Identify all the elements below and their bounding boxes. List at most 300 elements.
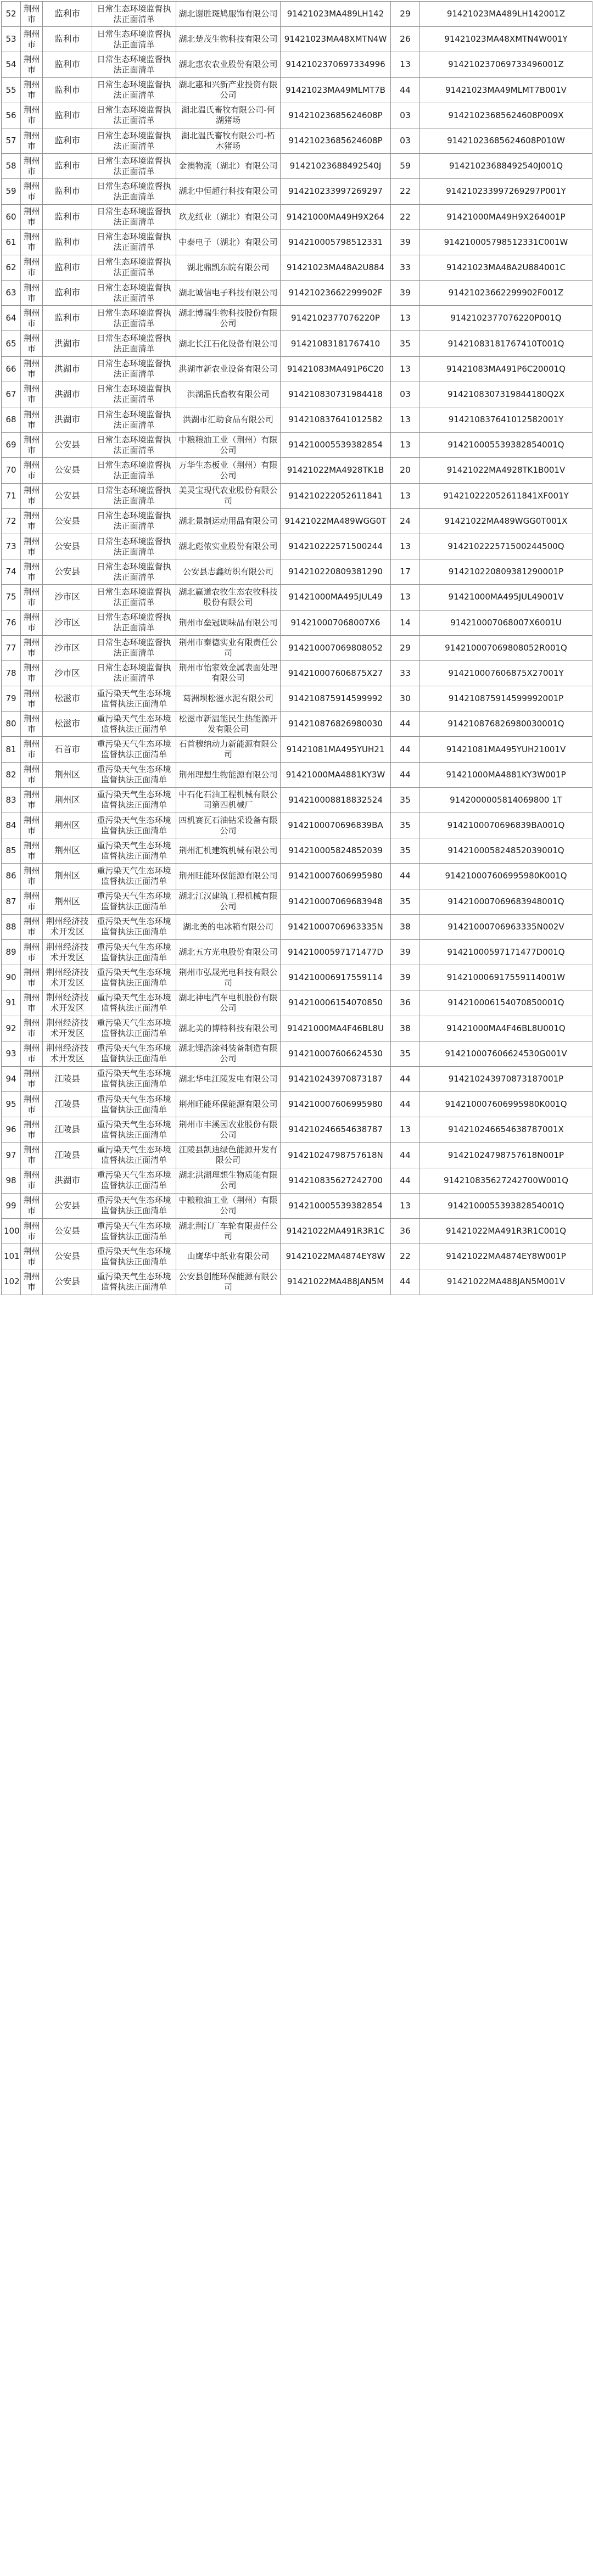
industry-code-cell: 44 bbox=[391, 1092, 420, 1117]
company-name-cell: 湖北楚茂生物科技有限公司 bbox=[176, 27, 281, 52]
table-row bbox=[2, 281, 592, 306]
credit-code-cell: 914210007069683948 bbox=[281, 889, 391, 914]
credit-code-cell: 91421000MA495JUL49 bbox=[281, 585, 391, 610]
district-cell: 沙市区 bbox=[43, 635, 92, 660]
city-cell: 荆州市 bbox=[21, 2, 43, 27]
company-name-cell: 湖北诚信电子科技有限公司 bbox=[176, 281, 281, 306]
credit-code-cell: 914210005539382854 bbox=[281, 433, 391, 458]
industry-code-cell: 20 bbox=[391, 458, 420, 483]
row-index: 72 bbox=[2, 508, 21, 534]
row-index: 74 bbox=[2, 559, 21, 585]
row-index: 98 bbox=[2, 1168, 21, 1193]
industry-code-cell: 13 bbox=[391, 534, 420, 559]
city-cell: 荆州市 bbox=[21, 1193, 43, 1218]
industry-code-cell: 17 bbox=[391, 559, 420, 585]
permit-number-cell: 914210007606995980K001Q bbox=[420, 1092, 592, 1117]
district-cell: 监利市 bbox=[43, 281, 92, 306]
industry-code-cell: 13 bbox=[391, 306, 420, 331]
district-cell: 监利市 bbox=[43, 229, 92, 255]
district-cell: 洪湖市 bbox=[43, 331, 92, 356]
table-row bbox=[2, 179, 592, 204]
company-name-cell: 中粮粮油工业（荆州）有限公司 bbox=[176, 1193, 281, 1218]
company-name-cell: 荆州汇机建筑机械有限公司 bbox=[176, 838, 281, 864]
industry-code-cell: 44 bbox=[391, 1168, 420, 1193]
company-name-cell: 石首穆纳动力新能源有限公司 bbox=[176, 737, 281, 762]
table-row bbox=[2, 77, 592, 103]
district-cell: 监利市 bbox=[43, 128, 92, 153]
table-row bbox=[2, 534, 592, 559]
credit-code-cell: 91421023688492540J bbox=[281, 154, 391, 179]
list-type-cell: 重污染天气生态环境监督执法正面清单 bbox=[92, 1168, 176, 1193]
credit-code-cell: 914210243970873187 bbox=[281, 1066, 391, 1091]
list-type-cell: 重污染天气生态环境监督执法正面清单 bbox=[92, 1066, 176, 1091]
industry-code-cell: 36 bbox=[391, 1219, 420, 1244]
industry-code-cell: 44 bbox=[391, 1269, 420, 1295]
city-cell: 荆州市 bbox=[21, 737, 43, 762]
table-row bbox=[2, 1269, 592, 1295]
permit-number-cell: 91421000MA49H9X264001P bbox=[420, 204, 592, 229]
city-cell: 荆州市 bbox=[21, 864, 43, 889]
row-index: 87 bbox=[2, 889, 21, 914]
credit-code-cell: 91421083181767410 bbox=[281, 331, 391, 356]
row-index: 86 bbox=[2, 864, 21, 889]
company-name-cell: 公安县志鑫纺织有限公司 bbox=[176, 559, 281, 585]
company-name-cell: 湖北鼎凯东皖有限公司 bbox=[176, 255, 281, 280]
permit-number-cell: 914210222052611841XF001Y bbox=[420, 483, 592, 508]
table-row bbox=[2, 965, 592, 990]
list-type-cell: 日常生态环境监督执法正面清单 bbox=[92, 77, 176, 103]
list-type-cell: 重污染天气生态环境监督执法正面清单 bbox=[92, 737, 176, 762]
credit-code-cell: 914210007606995980 bbox=[281, 864, 391, 889]
table-row bbox=[2, 2, 592, 27]
table-row bbox=[2, 103, 592, 128]
table-row bbox=[2, 229, 592, 255]
list-type-cell: 重污染天气生态环境监督执法正面清单 bbox=[92, 787, 176, 813]
city-cell: 荆州市 bbox=[21, 610, 43, 635]
list-type-cell: 重污染天气生态环境监督执法正面清单 bbox=[92, 1219, 176, 1244]
row-index: 95 bbox=[2, 1092, 21, 1117]
company-name-cell: 中粮粮油工业（荆州）有限公司 bbox=[176, 433, 281, 458]
credit-code-cell: 91421023MA49MLMT7B bbox=[281, 77, 391, 103]
district-cell: 石首市 bbox=[43, 737, 92, 762]
city-cell: 荆州市 bbox=[21, 382, 43, 407]
row-index: 94 bbox=[2, 1066, 21, 1091]
row-index: 91 bbox=[2, 990, 21, 1016]
district-cell: 公安县 bbox=[43, 508, 92, 534]
city-cell: 荆州市 bbox=[21, 838, 43, 864]
company-name-cell: 中泰电子（湖北）有限公司 bbox=[176, 229, 281, 255]
table-row bbox=[2, 813, 592, 838]
permit-number-cell: 91421022MA491R3R1C001Q bbox=[420, 1219, 592, 1244]
permit-number-cell: 91421000MA495JUL49001V bbox=[420, 585, 592, 610]
company-name-cell: 湖北洪湖理想生物质能有限公司 bbox=[176, 1168, 281, 1193]
district-cell: 监利市 bbox=[43, 154, 92, 179]
company-name-cell: 中石化石油工程机械有限公司第四机械厂 bbox=[176, 787, 281, 813]
district-cell: 荆州经济技术开发区 bbox=[43, 914, 92, 939]
permit-number-cell: 914210876826980030001Q bbox=[420, 712, 592, 737]
row-index: 82 bbox=[2, 762, 21, 787]
permit-number-cell: 91421083181767410T001Q bbox=[420, 331, 592, 356]
list-type-cell: 重污染天气生态环境监督执法正面清单 bbox=[92, 990, 176, 1016]
table-row bbox=[2, 1041, 592, 1066]
table-row bbox=[2, 356, 592, 382]
city-cell: 荆州市 bbox=[21, 229, 43, 255]
credit-code-cell: 914210008818832524 bbox=[281, 787, 391, 813]
district-cell: 江陵县 bbox=[43, 1066, 92, 1091]
industry-code-cell: 39 bbox=[391, 965, 420, 990]
city-cell: 荆州市 bbox=[21, 77, 43, 103]
permit-number-cell: 91421023685624608P010W bbox=[420, 128, 592, 153]
list-type-cell: 重污染天气生态环境监督执法正面清单 bbox=[92, 1041, 176, 1066]
city-cell: 荆州市 bbox=[21, 585, 43, 610]
industry-code-cell: 44 bbox=[391, 762, 420, 787]
permit-number-cell: 91421023MA489LH142001Z bbox=[420, 2, 592, 27]
district-cell: 监利市 bbox=[43, 179, 92, 204]
list-type-cell: 日常生态环境监督执法正面清单 bbox=[92, 433, 176, 458]
row-index: 90 bbox=[2, 965, 21, 990]
district-cell: 洪湖市 bbox=[43, 382, 92, 407]
table-row bbox=[2, 914, 592, 939]
list-type-cell: 日常生态环境监督执法正面清单 bbox=[92, 382, 176, 407]
row-index: 81 bbox=[2, 737, 21, 762]
row-index: 58 bbox=[2, 154, 21, 179]
row-index: 73 bbox=[2, 534, 21, 559]
credit-code-cell: 91421000597171477D bbox=[281, 939, 391, 965]
permit-number-cell: 91421022MA4928TK1B001V bbox=[420, 458, 592, 483]
permit-number-cell: 914210875914599992001P bbox=[420, 686, 592, 712]
row-index: 67 bbox=[2, 382, 21, 407]
permit-number-cell: 914210246654638787001X bbox=[420, 1117, 592, 1143]
row-index: 52 bbox=[2, 2, 21, 27]
district-cell: 荆州区 bbox=[43, 762, 92, 787]
city-cell: 荆州市 bbox=[21, 128, 43, 153]
district-cell: 洪湖市 bbox=[43, 356, 92, 382]
table-row bbox=[2, 1016, 592, 1041]
permit-number-cell: 91421022MA488JAN5M001V bbox=[420, 1269, 592, 1295]
industry-code-cell: 39 bbox=[391, 229, 420, 255]
district-cell: 公安县 bbox=[43, 458, 92, 483]
company-name-cell: 湖北美的电冰箱有限公司 bbox=[176, 914, 281, 939]
permit-number-cell: 914210237069733496001Z bbox=[420, 52, 592, 77]
industry-code-cell: 22 bbox=[391, 1244, 420, 1269]
credit-code-cell: 914210246654638787 bbox=[281, 1117, 391, 1143]
list-type-cell: 日常生态环境监督执法正面清单 bbox=[92, 610, 176, 635]
city-cell: 荆州市 bbox=[21, 762, 43, 787]
permit-number-cell: 91421023685624608P009X bbox=[420, 103, 592, 128]
city-cell: 荆州市 bbox=[21, 103, 43, 128]
district-cell: 松滋市 bbox=[43, 686, 92, 712]
industry-code-cell: 44 bbox=[391, 1066, 420, 1091]
list-type-cell: 日常生态环境监督执法正面清单 bbox=[92, 356, 176, 382]
list-type-cell: 重污染天气生态环境监督执法正面清单 bbox=[92, 1244, 176, 1269]
district-cell: 公安县 bbox=[43, 1244, 92, 1269]
list-type-cell: 日常生态环境监督执法正面清单 bbox=[92, 508, 176, 534]
positive-list-sheet bbox=[0, 1, 593, 2576]
district-cell: 监利市 bbox=[43, 255, 92, 280]
permit-number-cell: 9142100070696839BA001Q bbox=[420, 813, 592, 838]
permit-number-cell: 91421023MA48A2U884001C bbox=[420, 255, 592, 280]
industry-code-cell: 44 bbox=[391, 1143, 420, 1168]
list-type-cell: 日常生态环境监督执法正面清单 bbox=[92, 306, 176, 331]
company-name-cell: 湖北惠和兴新产业投资有限公司 bbox=[176, 77, 281, 103]
permit-number-cell: 914210222571500244500Q bbox=[420, 534, 592, 559]
table-row bbox=[2, 255, 592, 280]
industry-code-cell: 38 bbox=[391, 914, 420, 939]
company-name-cell: 湖北温氏畜牧有限公司-何湖猪场 bbox=[176, 103, 281, 128]
list-type-cell: 日常生态环境监督执法正面清单 bbox=[92, 660, 176, 686]
table-row bbox=[2, 660, 592, 686]
credit-code-cell: 91421083MA491P6C20 bbox=[281, 356, 391, 382]
row-index: 63 bbox=[2, 281, 21, 306]
credit-code-cell: 91421023MA489LH142 bbox=[281, 2, 391, 27]
list-type-cell: 重污染天气生态环境监督执法正面清单 bbox=[92, 864, 176, 889]
city-cell: 荆州市 bbox=[21, 660, 43, 686]
table-row bbox=[2, 128, 592, 153]
credit-code-cell: 914210005539382854 bbox=[281, 1193, 391, 1218]
credit-code-cell: 9142102370697334996 bbox=[281, 52, 391, 77]
city-cell: 荆州市 bbox=[21, 1219, 43, 1244]
row-index: 69 bbox=[2, 433, 21, 458]
row-index: 80 bbox=[2, 712, 21, 737]
city-cell: 荆州市 bbox=[21, 281, 43, 306]
city-cell: 荆州市 bbox=[21, 559, 43, 585]
district-cell: 江陵县 bbox=[43, 1117, 92, 1143]
city-cell: 荆州市 bbox=[21, 787, 43, 813]
city-cell: 荆州市 bbox=[21, 990, 43, 1016]
credit-code-cell: 91421022MA489WGG0T bbox=[281, 508, 391, 534]
city-cell: 荆州市 bbox=[21, 154, 43, 179]
city-cell: 荆州市 bbox=[21, 635, 43, 660]
table-row bbox=[2, 52, 592, 77]
city-cell: 荆州市 bbox=[21, 306, 43, 331]
industry-code-cell: 22 bbox=[391, 179, 420, 204]
credit-code-cell: 91421022MA4874EY8W bbox=[281, 1244, 391, 1269]
credit-code-cell: 91421023MA48XMTN4W bbox=[281, 27, 391, 52]
row-index: 102 bbox=[2, 1269, 21, 1295]
credit-code-cell: 91421000MA4881KY3W bbox=[281, 762, 391, 787]
credit-code-cell: 914210222571500244 bbox=[281, 534, 391, 559]
permit-number-cell: 914210220809381290001P bbox=[420, 559, 592, 585]
industry-code-cell: 59 bbox=[391, 154, 420, 179]
table-row bbox=[2, 27, 592, 52]
company-name-cell: 湖北惠农农业股份有限公司 bbox=[176, 52, 281, 77]
district-cell: 公安县 bbox=[43, 1269, 92, 1295]
city-cell: 荆州市 bbox=[21, 27, 43, 52]
permit-number-cell: 9142000005814069800 1T bbox=[420, 787, 592, 813]
row-index: 100 bbox=[2, 1219, 21, 1244]
company-name-cell: 湖北中恒超行科技有限公司 bbox=[176, 179, 281, 204]
industry-code-cell: 35 bbox=[391, 787, 420, 813]
credit-code-cell: 914210006154070850 bbox=[281, 990, 391, 1016]
permit-number-cell: 914210007606624530G001V bbox=[420, 1041, 592, 1066]
credit-code-cell: 91421022MA491R3R1C bbox=[281, 1219, 391, 1244]
city-cell: 荆州市 bbox=[21, 1092, 43, 1117]
list-type-cell: 日常生态环境监督执法正面清单 bbox=[92, 179, 176, 204]
permit-number-cell: 914210243970873187001P bbox=[420, 1066, 592, 1091]
credit-code-cell: 914210007606995980 bbox=[281, 1092, 391, 1117]
industry-code-cell: 13 bbox=[391, 52, 420, 77]
table-row bbox=[2, 306, 592, 331]
city-cell: 荆州市 bbox=[21, 1168, 43, 1193]
credit-code-cell: 91421023685624608P bbox=[281, 128, 391, 153]
row-index: 66 bbox=[2, 356, 21, 382]
industry-code-cell: 35 bbox=[391, 1041, 420, 1066]
city-cell: 荆州市 bbox=[21, 914, 43, 939]
city-cell: 荆州市 bbox=[21, 889, 43, 914]
city-cell: 荆州市 bbox=[21, 1016, 43, 1041]
credit-code-cell: 91421000MA4F46BL8U bbox=[281, 1016, 391, 1041]
district-cell: 监利市 bbox=[43, 77, 92, 103]
row-index: 76 bbox=[2, 610, 21, 635]
list-type-cell: 日常生态环境监督执法正面清单 bbox=[92, 204, 176, 229]
table-row bbox=[2, 712, 592, 737]
district-cell: 洪湖市 bbox=[43, 1168, 92, 1193]
table-row bbox=[2, 635, 592, 660]
row-index: 57 bbox=[2, 128, 21, 153]
district-cell: 监利市 bbox=[43, 103, 92, 128]
district-cell: 荆州区 bbox=[43, 864, 92, 889]
district-cell: 荆州区 bbox=[43, 813, 92, 838]
company-name-cell: 湖北温氏畜牧有限公司-柘木猪场 bbox=[176, 128, 281, 153]
company-name-cell: 山鹰华中纸业有限公司 bbox=[176, 1244, 281, 1269]
district-cell: 监利市 bbox=[43, 204, 92, 229]
table-row bbox=[2, 990, 592, 1016]
row-index: 68 bbox=[2, 407, 21, 433]
list-type-cell: 日常生态环境监督执法正面清单 bbox=[92, 255, 176, 280]
company-name-cell: 湖北神电汽车电机股份有限公司 bbox=[176, 990, 281, 1016]
industry-code-cell: 03 bbox=[391, 103, 420, 128]
permit-number-cell: 914210005824852039001Q bbox=[420, 838, 592, 864]
industry-code-cell: 33 bbox=[391, 255, 420, 280]
row-index: 65 bbox=[2, 331, 21, 356]
district-cell: 荆州区 bbox=[43, 889, 92, 914]
industry-code-cell: 03 bbox=[391, 382, 420, 407]
permit-number-cell: 9142108307319844180Q2X bbox=[420, 382, 592, 407]
city-cell: 荆州市 bbox=[21, 939, 43, 965]
permit-number-cell: 914210007069683948001Q bbox=[420, 889, 592, 914]
permit-number-cell: 91421022MA489WGG0T001X bbox=[420, 508, 592, 534]
credit-code-cell: 914210007069808052 bbox=[281, 635, 391, 660]
city-cell: 荆州市 bbox=[21, 686, 43, 712]
list-type-cell: 重污染天气生态环境监督执法正面清单 bbox=[92, 965, 176, 990]
permit-number-cell: 91421000706963335N002V bbox=[420, 914, 592, 939]
row-index: 59 bbox=[2, 179, 21, 204]
permit-number-cell: 91421024798757618N001P bbox=[420, 1143, 592, 1168]
table-row bbox=[2, 154, 592, 179]
company-name-cell: 洪湖市汇助食品有限公司 bbox=[176, 407, 281, 433]
industry-code-cell: 22 bbox=[391, 204, 420, 229]
list-type-cell: 重污染天气生态环境监督执法正面清单 bbox=[92, 762, 176, 787]
city-cell: 荆州市 bbox=[21, 483, 43, 508]
permit-number-cell: 91421000597171477D001Q bbox=[420, 939, 592, 965]
permit-number-cell: 914210005798512331C001W bbox=[420, 229, 592, 255]
industry-code-cell: 39 bbox=[391, 939, 420, 965]
company-name-cell: 江陵县凯迪绿色能源开发有限公司 bbox=[176, 1143, 281, 1168]
permit-number-cell: 91421023662299902F001Z bbox=[420, 281, 592, 306]
permit-number-cell: 91421081MA495YUH21001V bbox=[420, 737, 592, 762]
district-cell: 松滋市 bbox=[43, 712, 92, 737]
industry-code-cell: 33 bbox=[391, 660, 420, 686]
city-cell: 荆州市 bbox=[21, 1117, 43, 1143]
industry-code-cell: 29 bbox=[391, 2, 420, 27]
row-index: 83 bbox=[2, 787, 21, 813]
row-index: 56 bbox=[2, 103, 21, 128]
permit-number-cell: 91421023MA48XMTN4W001Y bbox=[420, 27, 592, 52]
credit-code-cell: 914210007606624530 bbox=[281, 1041, 391, 1066]
permit-number-cell: 914210006154070850001Q bbox=[420, 990, 592, 1016]
industry-code-cell: 13 bbox=[391, 1193, 420, 1218]
company-name-cell: 湖北华电江陵发电有限公司 bbox=[176, 1066, 281, 1091]
row-index: 79 bbox=[2, 686, 21, 712]
district-cell: 荆州区 bbox=[43, 787, 92, 813]
industry-code-cell: 13 bbox=[391, 1117, 420, 1143]
credit-code-cell: 914210837641012582 bbox=[281, 407, 391, 433]
list-type-cell: 日常生态环境监督执法正面清单 bbox=[92, 483, 176, 508]
permit-number-cell: 914210006917559114001W bbox=[420, 965, 592, 990]
table-body bbox=[2, 2, 592, 1295]
row-index: 75 bbox=[2, 585, 21, 610]
list-type-cell: 日常生态环境监督执法正面清单 bbox=[92, 52, 176, 77]
company-name-cell: 万华生态板业（荆州）有限公司 bbox=[176, 458, 281, 483]
company-name-cell: 湖北赢道农牧生态农牧科技股份有限公司 bbox=[176, 585, 281, 610]
credit-code-cell: 9142100070696839BA bbox=[281, 813, 391, 838]
city-cell: 荆州市 bbox=[21, 1041, 43, 1066]
permit-number-cell: 91421023688492540J001Q bbox=[420, 154, 592, 179]
company-name-cell: 湖北锂浩涂料装备制造有限公司 bbox=[176, 1041, 281, 1066]
company-name-cell: 湖北长江石化设备有限公司 bbox=[176, 331, 281, 356]
district-cell: 监利市 bbox=[43, 52, 92, 77]
row-index: 89 bbox=[2, 939, 21, 965]
permit-number-cell: 914210007606995980K001Q bbox=[420, 864, 592, 889]
permit-number-cell: 91421022MA4874EY8W001P bbox=[420, 1244, 592, 1269]
list-type-cell: 日常生态环境监督执法正面清单 bbox=[92, 407, 176, 433]
table-row bbox=[2, 483, 592, 508]
list-type-cell: 重污染天气生态环境监督执法正面清单 bbox=[92, 914, 176, 939]
table-row bbox=[2, 838, 592, 864]
district-cell: 荆州区 bbox=[43, 838, 92, 864]
city-cell: 荆州市 bbox=[21, 433, 43, 458]
company-name-cell: 洪湖市新农业设备有限公司 bbox=[176, 356, 281, 382]
industry-code-cell: 30 bbox=[391, 686, 420, 712]
list-type-cell: 日常生态环境监督执法正面清单 bbox=[92, 128, 176, 153]
credit-code-cell: 914210220809381290 bbox=[281, 559, 391, 585]
table-row bbox=[2, 458, 592, 483]
credit-code-cell: 914210875914599992 bbox=[281, 686, 391, 712]
table-row bbox=[2, 1244, 592, 1269]
credit-code-cell: 91421022MA4928TK1B bbox=[281, 458, 391, 483]
city-cell: 荆州市 bbox=[21, 965, 43, 990]
table-row bbox=[2, 585, 592, 610]
company-name-cell: 荆州理想生物能源有限公司 bbox=[176, 762, 281, 787]
city-cell: 荆州市 bbox=[21, 204, 43, 229]
credit-code-cell: 914210830731984418 bbox=[281, 382, 391, 407]
industry-code-cell: 44 bbox=[391, 77, 420, 103]
table-row bbox=[2, 1193, 592, 1218]
permit-number-cell: 9142102377076220P001Q bbox=[420, 306, 592, 331]
industry-code-cell: 13 bbox=[391, 585, 420, 610]
district-cell: 公安县 bbox=[43, 1219, 92, 1244]
company-name-cell: 荆州市秦德实业有限责任公司 bbox=[176, 635, 281, 660]
district-cell: 江陵县 bbox=[43, 1143, 92, 1168]
permit-number-cell: 914210007068007X6001U bbox=[420, 610, 592, 635]
credit-code-cell: 91421000MA49H9X264 bbox=[281, 204, 391, 229]
company-name-cell: 荆州旺能环保能源有限公司 bbox=[176, 1092, 281, 1117]
list-type-cell: 重污染天气生态环境监督执法正面清单 bbox=[92, 838, 176, 864]
permit-number-cell: 914210007606875X27001Y bbox=[420, 660, 592, 686]
list-type-cell: 日常生态环境监督执法正面清单 bbox=[92, 635, 176, 660]
industry-code-cell: 13 bbox=[391, 356, 420, 382]
credit-code-cell: 91421023662299902F bbox=[281, 281, 391, 306]
